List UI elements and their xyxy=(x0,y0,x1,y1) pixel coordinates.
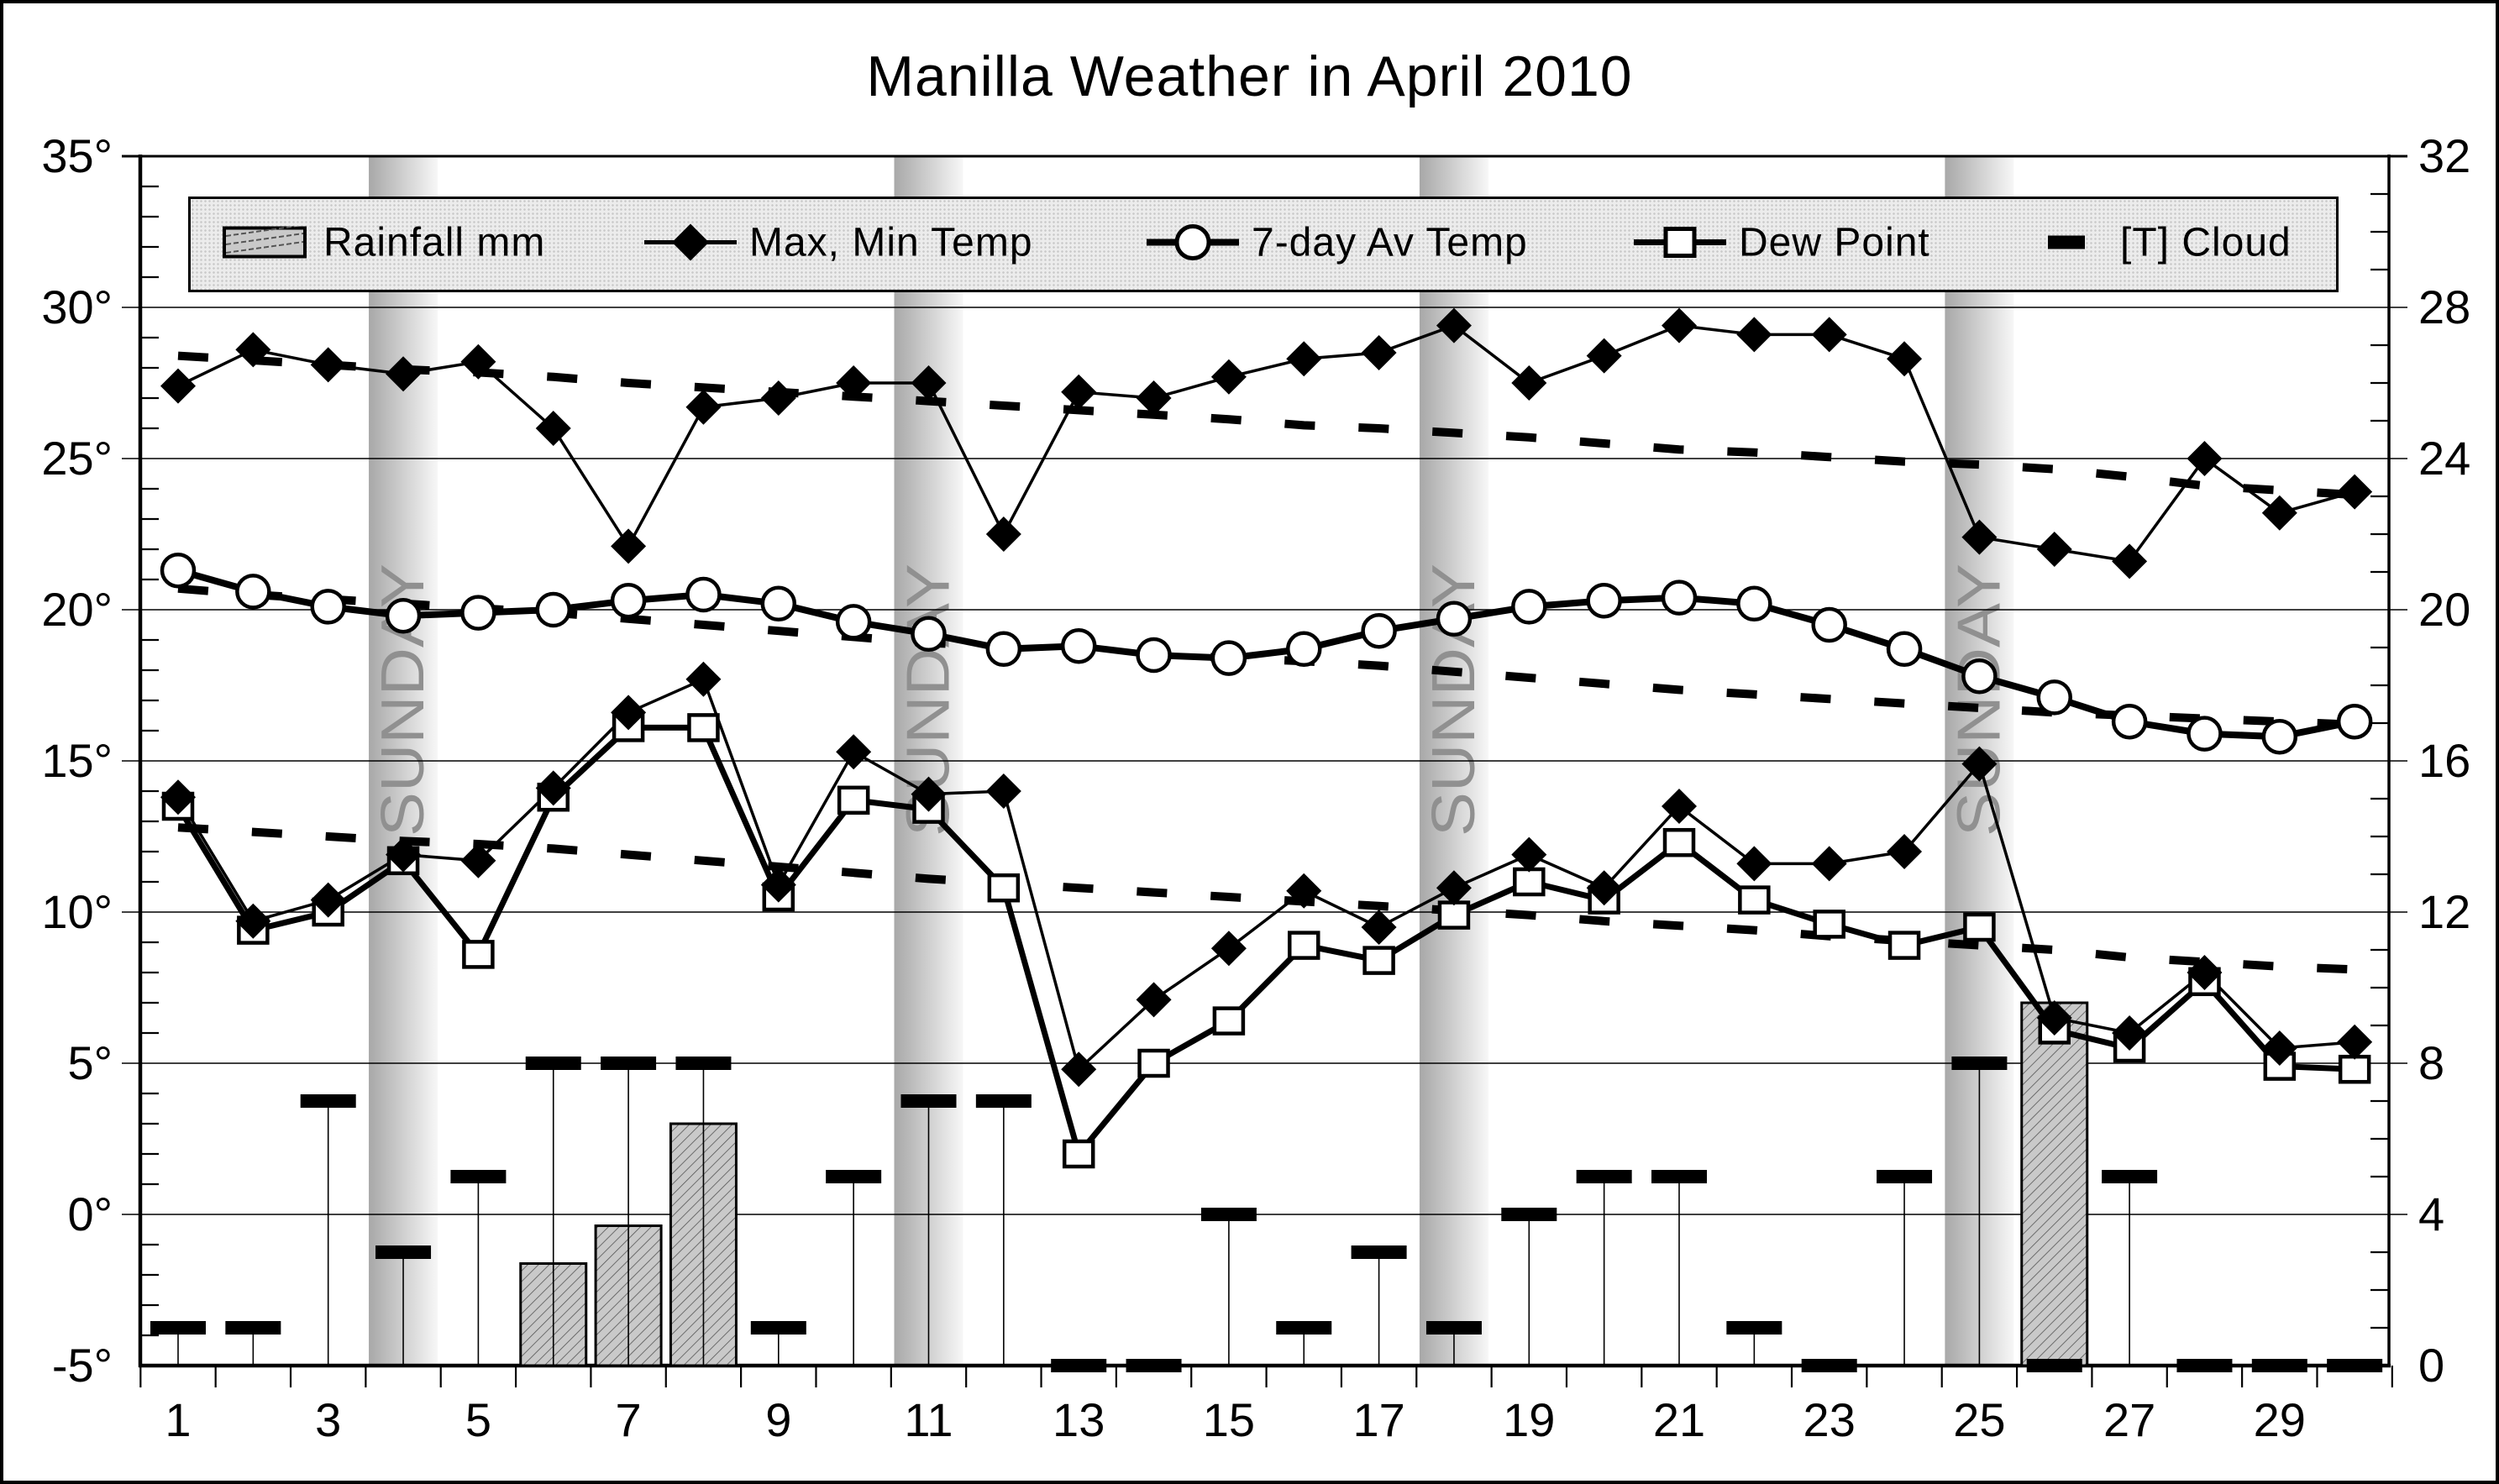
right-axis-tick-label: 24 xyxy=(2418,432,2471,485)
max-temp-marker xyxy=(986,517,1021,552)
cloud-dash xyxy=(1802,1359,1857,1372)
left-axis-tick-label: 5° xyxy=(67,1036,113,1089)
dew-point-marker xyxy=(1365,948,1394,973)
avg-temp-marker xyxy=(387,600,419,632)
avg-temp-marker xyxy=(1438,603,1470,635)
right-axis-tick-label: 8 xyxy=(2418,1036,2445,1089)
x-axis-labels xyxy=(165,1393,2306,1446)
cloud-dash xyxy=(450,1170,506,1183)
avg-temp-marker xyxy=(1513,590,1545,622)
max-temp-line xyxy=(178,326,2355,562)
avg-temp-marker-icon xyxy=(1147,223,1239,267)
min-temp-marker xyxy=(2337,1025,2372,1060)
max-temp-marker xyxy=(1511,365,1546,401)
avg-temp-marker xyxy=(1588,585,1620,616)
x-axis-tick-label: 9 xyxy=(765,1393,792,1446)
cloud-dash xyxy=(225,1321,281,1335)
avg-temp-marker xyxy=(1738,588,1770,620)
avg-temp-marker xyxy=(237,575,269,607)
avg-temp-marker xyxy=(837,606,869,637)
min-temp-marker xyxy=(1736,846,1772,881)
left-axis-tick-label: 25° xyxy=(41,432,113,485)
max-temp-marker xyxy=(2112,543,2147,579)
x-axis-tick-label: 27 xyxy=(2103,1393,2156,1446)
max-min-temp-marker-icon xyxy=(644,223,737,267)
legend-label-rainfall: Rainfall mm xyxy=(323,220,546,265)
min-temp-marker xyxy=(685,662,721,697)
cloud-dash xyxy=(1352,1245,1407,1259)
max-temp-marker xyxy=(1887,341,1922,376)
avg-temp-marker xyxy=(1213,642,1245,674)
sunday-band-label: SUNDAY xyxy=(1945,589,2013,836)
avg-temp-marker xyxy=(1138,639,1170,671)
right-axis-labels xyxy=(2418,129,2470,1392)
dew-point-marker xyxy=(1965,915,1993,940)
sunday-band-label: SUNDAY xyxy=(895,589,963,836)
avg-temp-marker xyxy=(1363,615,1395,647)
min-temp-marker xyxy=(1511,837,1546,873)
max-temp-marker xyxy=(160,369,196,404)
sunday-band-label: SUNDAY xyxy=(1420,589,1488,836)
max-temp-marker xyxy=(761,380,796,416)
min-temp-marker xyxy=(1812,846,1847,881)
dew-point-marker xyxy=(1140,1051,1168,1076)
legend-label-cloud: [T] Cloud xyxy=(2120,220,2292,265)
x-axis-tick-label: 15 xyxy=(1202,1393,1256,1446)
avg-temp-marker xyxy=(2264,721,2296,752)
min-temp-marker xyxy=(986,773,1021,809)
cloud-dash xyxy=(1426,1321,1482,1335)
max-temp-marker xyxy=(2187,441,2222,476)
x-axis-tick-label: 17 xyxy=(1352,1393,1405,1446)
cloud-dash xyxy=(976,1094,1032,1108)
max-temp-marker xyxy=(611,528,646,564)
cloud-dash xyxy=(751,1321,806,1335)
cloud-dash xyxy=(2027,1359,2082,1372)
dew-point-marker xyxy=(1890,933,1919,958)
avg-temp-marker xyxy=(2188,718,2220,750)
left-axis-labels xyxy=(41,129,113,1392)
rainfall-bars xyxy=(521,1003,2087,1366)
x-axis-tick-label: 1 xyxy=(165,1393,192,1446)
right-axis-tick-label: 28 xyxy=(2418,281,2471,333)
max-temp-marker xyxy=(2262,496,2297,531)
rainfall-bar xyxy=(2022,1003,2087,1366)
cloud-dash xyxy=(2176,1359,2232,1372)
cloud-dash xyxy=(2102,1170,2157,1183)
legend-label-avgtemp: 7-day Av Temp xyxy=(1252,220,1528,265)
dew-point-marker xyxy=(1740,888,1768,913)
avg-temp-marker xyxy=(162,554,194,586)
x-axis-tick-label: 13 xyxy=(1053,1393,1105,1446)
avg-temp-marker xyxy=(2039,681,2071,713)
x-axis-tick-label: 21 xyxy=(1652,1393,1706,1446)
avg-temp-marker xyxy=(1963,660,1995,692)
dew-point-marker xyxy=(990,875,1018,900)
cloud-dash xyxy=(675,1057,731,1070)
legend-label-dewpoint: Dew Point xyxy=(1739,220,1930,265)
min-temp-marker xyxy=(1211,931,1247,966)
dew-point-marker xyxy=(689,715,717,740)
right-axis-tick-label: 0 xyxy=(2418,1339,2445,1392)
avg-temp-marker xyxy=(1663,582,1695,614)
cloud-dash xyxy=(1051,1359,1106,1372)
avg-temp-marker xyxy=(538,594,570,626)
avg-temp-marker xyxy=(612,585,644,616)
left-axis-tick-label: 30° xyxy=(41,281,113,333)
avg-temp-marker xyxy=(913,618,945,650)
dew-point-marker xyxy=(1665,830,1693,855)
cloud-dash xyxy=(375,1245,431,1259)
avg-temp-marker xyxy=(1888,633,1920,665)
max-temp-marker xyxy=(1362,335,1397,370)
cloud-dash xyxy=(1201,1208,1257,1221)
cloud-dash xyxy=(1651,1170,1707,1183)
max-temp-marker xyxy=(2337,475,2372,510)
rainfall-swatch-icon xyxy=(223,227,307,263)
cloud-dash xyxy=(1276,1321,1331,1335)
right-axis-tick-label: 32 xyxy=(2418,129,2471,182)
max-temp-marker xyxy=(1286,341,1321,376)
max-temp-marker xyxy=(1587,338,1622,374)
dew-point-marker xyxy=(1815,911,1844,936)
x-axis-tick-label: 3 xyxy=(315,1393,342,1446)
min-temp-marker xyxy=(1362,910,1397,945)
sunday-band-label: SUNDAY xyxy=(370,589,438,836)
dew-point-marker xyxy=(1064,1141,1093,1167)
max-temp-marker xyxy=(685,390,721,425)
chart-title: Manilla Weather in April 2010 xyxy=(866,45,1633,108)
right-axis-tick-label: 12 xyxy=(2418,885,2471,938)
right-axis-tick-label: 20 xyxy=(2418,583,2471,636)
max-temp-marker xyxy=(311,347,346,382)
x-axis-tick-label: 23 xyxy=(1803,1393,1856,1446)
cloud-dash xyxy=(1726,1321,1782,1335)
cloud-dash xyxy=(2327,1359,2382,1372)
dew-point-marker xyxy=(464,941,492,967)
min-temp-marker xyxy=(836,734,871,769)
cloud-dash xyxy=(1577,1170,1632,1183)
avg-temp-marker xyxy=(763,588,795,620)
cloud-dash xyxy=(150,1321,206,1335)
max-temp-marker xyxy=(1061,375,1096,410)
dew-point-marker xyxy=(2340,1057,2369,1082)
cloud-dash xyxy=(1877,1170,1932,1183)
cloud-dash xyxy=(1126,1359,1182,1372)
avg-temp-marker xyxy=(1814,609,1845,641)
dew-point-marker xyxy=(1289,933,1318,958)
max-temp-marker xyxy=(1211,359,1247,395)
dew-point-marker xyxy=(1215,1009,1243,1034)
max-temp-marker xyxy=(1662,308,1697,343)
left-axis-tick-label: 15° xyxy=(41,734,113,787)
right-axis-tick-label: 16 xyxy=(2418,734,2471,787)
cloud-dash xyxy=(526,1057,581,1070)
cloud-dash xyxy=(301,1094,356,1108)
cloud-dash xyxy=(826,1170,881,1183)
cloud-dash xyxy=(1951,1057,2007,1070)
normal-max-dashed-line xyxy=(178,356,2355,496)
avg-temp-marker xyxy=(462,597,494,629)
dew-point-marker-icon xyxy=(1634,223,1726,267)
chart-legend xyxy=(188,197,2339,292)
avg-temp-marker xyxy=(2339,705,2370,737)
cloud-dash xyxy=(2252,1359,2307,1372)
cloud-dash xyxy=(1501,1208,1557,1221)
max-temp-marker xyxy=(2037,532,2072,567)
avg-temp-marker xyxy=(687,579,719,611)
x-axis-tick-label: 19 xyxy=(1503,1393,1556,1446)
x-axis-tick-label: 29 xyxy=(2253,1393,2306,1446)
left-axis-tick-label: 0° xyxy=(67,1188,113,1240)
dew-point-marker xyxy=(839,788,868,813)
avg-temp-marker xyxy=(1288,633,1320,665)
avg-temp-marker xyxy=(988,633,1020,665)
x-axis-tick-label: 11 xyxy=(904,1393,953,1446)
dew-point-marker xyxy=(1440,903,1468,928)
legend-label-maxmin: Max, Min Temp xyxy=(749,220,1033,265)
avg-temp-marker xyxy=(1063,630,1095,662)
right-axis-tick-label: 4 xyxy=(2418,1188,2445,1240)
x-axis-tick-label: 25 xyxy=(1953,1393,2006,1446)
cloud-dash xyxy=(601,1057,656,1070)
avg-temp-marker xyxy=(2113,705,2145,737)
left-axis-tick-label: 10° xyxy=(41,885,113,938)
max-temp-marker xyxy=(1812,317,1847,352)
left-axis-tick-label: -5° xyxy=(51,1339,113,1392)
x-axis-tick-label: 7 xyxy=(615,1393,642,1446)
avg-temp-marker xyxy=(312,590,344,622)
cloud-dash xyxy=(901,1094,957,1108)
cloud-marker-icon xyxy=(2048,234,2087,255)
left-axis-tick-label: 20° xyxy=(41,583,113,636)
max-temp-markers xyxy=(160,308,2372,579)
dew-point-marker xyxy=(1515,869,1543,894)
x-axis-tick-label: 5 xyxy=(465,1393,491,1446)
max-temp-marker xyxy=(1736,317,1772,352)
left-axis-tick-label: 35° xyxy=(41,129,113,182)
